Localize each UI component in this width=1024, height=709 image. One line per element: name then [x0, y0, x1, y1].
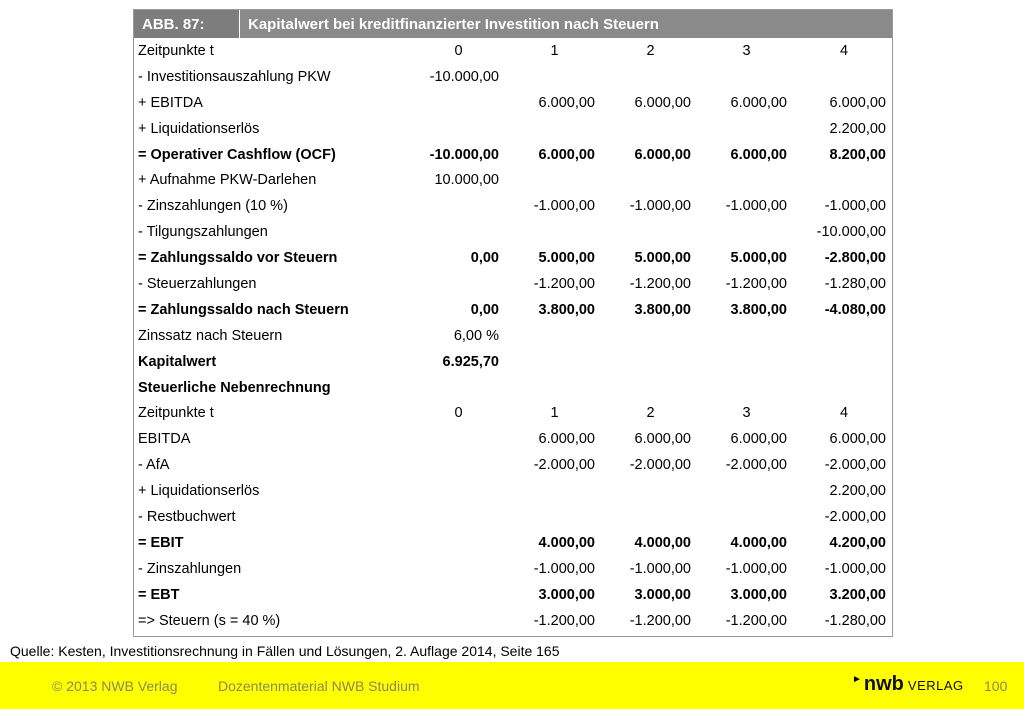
- cell-t0: [408, 375, 504, 401]
- cell-t3: [696, 349, 792, 375]
- row-label: - Steuerzahlungen: [138, 275, 257, 292]
- cell-t3: [696, 219, 792, 245]
- table-row: [134, 582, 892, 608]
- cell-t2: 6.000,00: [634, 94, 691, 111]
- table-row: [134, 375, 892, 401]
- cell-t1: [504, 64, 600, 90]
- cell-t1: [504, 323, 600, 349]
- logo-suffix: VERLAG: [907, 678, 964, 693]
- cell-t1: [504, 219, 600, 245]
- cell-t4: 4: [839, 405, 849, 422]
- logo-arrow-icon: ►: [852, 674, 862, 685]
- cell-t1: 1: [550, 42, 559, 59]
- row-label: - Zinszahlungen (10 %): [138, 198, 288, 215]
- table-row: [134, 193, 892, 219]
- cell-t4: 2.200,00: [829, 120, 886, 137]
- cell-t0: [408, 426, 504, 452]
- table-row: [134, 426, 892, 452]
- cell-t4: 8.200,00: [829, 146, 886, 163]
- cell-t0: [408, 452, 504, 478]
- cell-t1: [504, 167, 600, 193]
- cell-t0: -10.000,00: [429, 68, 499, 85]
- table-row: [134, 142, 892, 168]
- row-label: + Aufnahme PKW-Darlehen: [138, 172, 317, 189]
- cell-t1: -1.200,00: [533, 612, 595, 629]
- cell-t2: 2: [646, 42, 655, 59]
- cell-t4: 4.200,00: [829, 534, 886, 551]
- cell-t4: [792, 323, 892, 349]
- row-label: = EBT: [138, 586, 180, 603]
- cell-t2: -2.000,00: [629, 457, 691, 474]
- row-label: - Zinszahlungen: [138, 560, 242, 577]
- cell-t4: -1.000,00: [824, 198, 886, 215]
- cell-t4: 4: [839, 42, 849, 59]
- footer-bar: [0, 662, 1024, 709]
- cell-t4: -4.080,00: [824, 301, 886, 318]
- cell-t0: [408, 556, 504, 582]
- cell-t1: 6.000,00: [538, 431, 595, 448]
- cell-t4: 6.000,00: [829, 94, 886, 111]
- cell-t0: [408, 530, 504, 556]
- row-label: Zinssatz nach Steuern: [138, 327, 283, 344]
- cell-t3: 3: [742, 42, 751, 59]
- footer-material: Dozentenmaterial NWB Studium: [218, 678, 420, 694]
- cell-t1: [504, 504, 600, 530]
- cell-t4: [792, 167, 892, 193]
- footer-copyright: © 2013 NWB Verlag: [52, 678, 178, 694]
- cell-t0: 0,00: [470, 250, 499, 267]
- cell-t3: 5.000,00: [730, 250, 787, 267]
- cell-t1: -1.000,00: [533, 198, 595, 215]
- row-label: Zeitpunkte t: [138, 42, 214, 59]
- cell-t0: 0: [454, 405, 463, 422]
- cell-t0: [408, 582, 504, 608]
- cell-t1: [504, 349, 600, 375]
- row-label: + Liquidationserlös: [138, 120, 260, 137]
- cell-t2: [600, 478, 696, 504]
- cell-t3: -1.000,00: [725, 560, 787, 577]
- row-label: EBITDA: [138, 431, 191, 448]
- row-label: - AfA: [138, 457, 170, 474]
- cell-t1: [504, 375, 600, 401]
- cell-t0: 0: [454, 42, 463, 59]
- cell-t3: 3.800,00: [730, 301, 787, 318]
- cell-t2: 3.800,00: [634, 301, 691, 318]
- nwb-logo: [852, 673, 964, 696]
- row-label: - Restbuchwert: [138, 508, 236, 525]
- table-row: [134, 245, 892, 271]
- cell-t2: [600, 219, 696, 245]
- table-row: [134, 116, 892, 142]
- page-number: 100: [984, 678, 1008, 694]
- table-row: [134, 64, 892, 90]
- cell-t0: 6,00 %: [453, 327, 499, 344]
- table-row: [134, 219, 892, 245]
- cell-t0: [408, 219, 504, 245]
- cell-t0: 0,00: [470, 301, 499, 318]
- cell-t2: 4.000,00: [634, 534, 691, 551]
- row-label: + Liquidationserlös: [138, 483, 260, 500]
- table-row: [134, 400, 892, 426]
- cell-t3: -2.000,00: [725, 457, 787, 474]
- table-row: [134, 167, 892, 193]
- cell-t1: [504, 478, 600, 504]
- row-label: Zeitpunkte t: [138, 405, 214, 422]
- cell-t2: 5.000,00: [634, 250, 691, 267]
- cell-t2: 6.000,00: [634, 146, 691, 163]
- cell-t1: 1: [550, 405, 559, 422]
- cell-t2: 2: [646, 405, 655, 422]
- cell-t3: [696, 504, 792, 530]
- cell-t3: 6.000,00: [730, 431, 787, 448]
- figure-label: ABB. 87:: [134, 10, 240, 38]
- figure-title: Kapitalwert bei kreditfinanzierter Investition nach Steuern: [248, 15, 659, 33]
- row-label: => Steuern (s = 40 %): [138, 612, 281, 629]
- cell-t0: [408, 478, 504, 504]
- table-row: [134, 608, 892, 634]
- table-row: [134, 297, 892, 323]
- cell-t2: 3.000,00: [634, 586, 691, 603]
- cell-t4: [792, 64, 892, 90]
- cell-t0: 10.000,00: [434, 172, 499, 189]
- row-label: = Zahlungssaldo nach Steuern: [138, 301, 349, 318]
- cell-t3: [696, 116, 792, 142]
- row-label: Steuerliche Nebenrechnung: [138, 379, 331, 396]
- table-row: [134, 90, 892, 116]
- logo-brand: nwb: [863, 673, 904, 695]
- row-label: - Investitionsauszahlung PKW: [138, 68, 331, 85]
- cell-t1: 6.000,00: [538, 146, 595, 163]
- source-citation: Quelle: Kesten, Investitionsrechnung in Fällen und Lösungen, 2. Auflage 2014, Seite 165: [10, 643, 560, 659]
- cell-t1: [504, 116, 600, 142]
- cell-t1: 4.000,00: [538, 534, 595, 551]
- cell-t3: 6.000,00: [730, 146, 787, 163]
- cell-t0: [408, 116, 504, 142]
- cell-t4: -2.000,00: [824, 508, 886, 525]
- table-row: [134, 271, 892, 297]
- cell-t3: [696, 64, 792, 90]
- cell-t2: [600, 167, 696, 193]
- cell-t3: -1.000,00: [725, 198, 787, 215]
- cell-t3: [696, 323, 792, 349]
- cell-t3: 6.000,00: [730, 94, 787, 111]
- figure: [133, 9, 893, 637]
- cell-t2: [600, 504, 696, 530]
- row-label: = Operativer Cashflow (OCF): [138, 146, 336, 163]
- table-row: [134, 478, 892, 504]
- cell-t3: 3.000,00: [730, 586, 787, 603]
- cell-t1: 3.000,00: [538, 586, 595, 603]
- cell-t2: [600, 116, 696, 142]
- cell-t2: [600, 375, 696, 401]
- cell-t0: [408, 271, 504, 297]
- cell-t4: -1.280,00: [824, 612, 886, 629]
- table-row: [134, 556, 892, 582]
- cell-t4: -2.800,00: [824, 250, 886, 267]
- cell-t0: -10.000,00: [429, 146, 499, 163]
- cell-t0: 6.925,70: [442, 353, 499, 370]
- cell-t0: [408, 193, 504, 219]
- cell-t3: -1.200,00: [725, 612, 787, 629]
- cell-t0: [408, 90, 504, 116]
- cell-t3: [696, 167, 792, 193]
- cell-t3: 4.000,00: [730, 534, 787, 551]
- cell-t4: 3.200,00: [829, 586, 886, 603]
- cell-t2: 6.000,00: [634, 431, 691, 448]
- row-label: Kapitalwert: [138, 353, 217, 370]
- cell-t0: [408, 504, 504, 530]
- cell-t4: -10.000,00: [816, 224, 886, 241]
- financial-table: [134, 38, 892, 633]
- cell-t1: -1.000,00: [533, 560, 595, 577]
- cell-t3: [696, 478, 792, 504]
- cell-t4: 6.000,00: [829, 431, 886, 448]
- cell-t3: [696, 375, 792, 401]
- table-row: [134, 504, 892, 530]
- cell-t2: -1.200,00: [629, 275, 691, 292]
- row-label: + EBITDA: [138, 94, 203, 111]
- cell-t4: -2.000,00: [824, 457, 886, 474]
- row-label: = EBIT: [138, 534, 184, 551]
- cell-t2: -1.200,00: [629, 612, 691, 629]
- cell-t1: 3.800,00: [538, 301, 595, 318]
- cell-t4: -1.000,00: [824, 560, 886, 577]
- cell-t3: -1.200,00: [725, 275, 787, 292]
- cell-t0: [408, 608, 504, 634]
- figure-header: [134, 10, 892, 38]
- cell-t1: 5.000,00: [538, 250, 595, 267]
- cell-t4: [792, 375, 892, 401]
- cell-t1: -1.200,00: [533, 275, 595, 292]
- cell-t3: 3: [742, 405, 751, 422]
- cell-t1: 6.000,00: [538, 94, 595, 111]
- cell-t2: [600, 349, 696, 375]
- table-row: [134, 452, 892, 478]
- cell-t4: -1.280,00: [824, 275, 886, 292]
- cell-t2: -1.000,00: [629, 198, 691, 215]
- table-row: [134, 323, 892, 349]
- row-label: = Zahlungssaldo vor Steuern: [138, 250, 338, 267]
- table-row: [134, 349, 892, 375]
- cell-t4: 2.200,00: [829, 483, 886, 500]
- row-label: - Tilgungszahlungen: [138, 224, 268, 241]
- cell-t2: -1.000,00: [629, 560, 691, 577]
- cell-t2: [600, 64, 696, 90]
- table-row: [134, 530, 892, 556]
- table-row: [134, 38, 892, 64]
- cell-t1: -2.000,00: [533, 457, 595, 474]
- cell-t4: [792, 349, 892, 375]
- cell-t2: [600, 323, 696, 349]
